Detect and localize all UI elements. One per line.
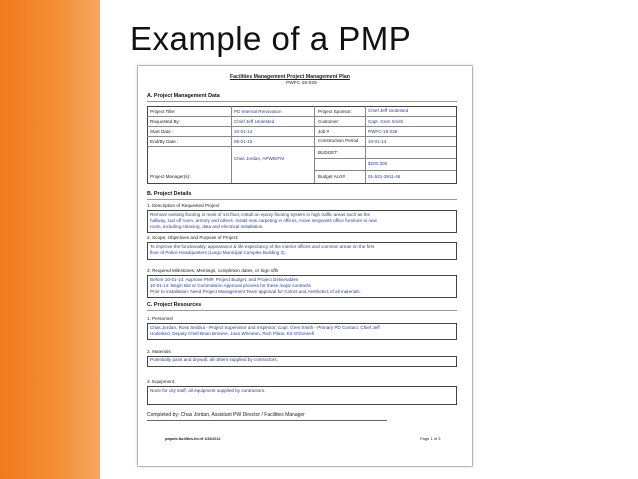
table-divider	[314, 106, 315, 183]
section-c-rule	[147, 310, 457, 311]
project-manager-value: Chas Jordan, APWD/FM	[234, 156, 285, 161]
budget-label: BUDGET:	[318, 150, 338, 155]
signature-line	[147, 420, 387, 421]
c1-line: Chas Jordan, Ross Seabut - Project Supervisor and Inspector, Capt. Gres Smith - Primary PD Contact, Chief Jeff	[150, 325, 380, 330]
c3-line: None for city staff, all equipment supplied by contractors.	[150, 388, 266, 393]
section-c-heading: C. Project Resources	[147, 302, 202, 308]
b1-line: room, including cleaning, data and electrical installation.	[150, 224, 264, 229]
construction-label: Construction Period	[318, 138, 359, 143]
budget-acct-label: Budget Acct#	[318, 174, 346, 179]
requested-by-value: Chief Jeff Undested	[234, 119, 275, 124]
start-date-value: 10-01-14	[234, 129, 253, 134]
table-divider	[365, 106, 366, 183]
section-b-rule	[147, 199, 457, 200]
table-row-line	[314, 158, 456, 159]
table-row-line	[147, 126, 456, 127]
project-data-table	[147, 106, 457, 184]
table-row-line	[147, 116, 456, 117]
end-date-value: 06-01-15	[234, 139, 253, 144]
customer-label: Customer:	[318, 119, 340, 124]
b3-line: Before 10-01-14: Approve PMP, Project Budget, and Project Deliverables	[150, 277, 299, 282]
table-row-line	[314, 170, 456, 171]
construction-value: 10-01-14	[368, 139, 387, 144]
b1-heading: 1. Description of Requested Project	[147, 203, 220, 208]
section-a-heading: A. Project Management Data	[147, 93, 220, 99]
project-title-label: Project Title:	[150, 109, 176, 114]
b1-line: Remove existing flooring in most of 1st floor, install an epoxy flooring system in high traffic areas such as the	[150, 212, 371, 217]
b1-line: hallway, sud off room, armory and others. Install new carpeting in offices, move sergeants office furniture to new	[150, 218, 377, 223]
end-date-label: End/By Date :	[150, 139, 179, 144]
b3-line: Prior to installation: Need Project Management Team approval for Colors and Aesthetics of all materials.	[150, 289, 361, 294]
c1-heading: 1. Personnel	[147, 316, 173, 321]
customer-value: Capt. Gres Smith	[368, 119, 404, 124]
table-row-line	[147, 146, 456, 147]
pmp-document-image	[138, 66, 472, 466]
project-manager-label: Project Manager(s):	[150, 174, 191, 179]
start-date-label: Start Date :	[150, 129, 174, 134]
slide-title: Example of a PMP	[130, 20, 412, 57]
footer-filename: pwpmk-facilities-fm.rtf 1/26/2013	[165, 437, 221, 441]
project-title-value: PD Internal Renovation	[234, 109, 282, 114]
footer-page: Page 1 of 3	[420, 436, 441, 441]
c3-heading: 3. Equipment	[147, 379, 175, 384]
section-b-heading: B. Project Details	[147, 191, 192, 197]
c1-line: Undested, Deputy Chief Brian Browne, Joan Wheaton, Rich Pilato, Ed O'Donnell	[150, 331, 314, 336]
budget-value: $200,000	[368, 161, 388, 166]
b3-heading: 3. Required Milestones, Meetings, completion dates, or Sign offs	[147, 268, 279, 273]
b2-line: floor of Police Headquarters (Largo Municipal Complex Building 2).	[150, 250, 286, 255]
doc-number: PWFC-15-029	[286, 81, 317, 86]
b3-line: 10-01-14: Begin Bid or Commission Approval process for these major contracts	[150, 283, 311, 288]
orange-accent-bar	[0, 0, 100, 479]
job-label: Job #	[318, 129, 330, 134]
job-value: PWFC-15-029	[368, 129, 398, 134]
c2-heading: 2. Materials	[147, 349, 171, 354]
sponsor-label: Project Sponsor:	[318, 109, 352, 114]
c2-line: Potentially paint and drywall, all others supplied by contractors.	[150, 357, 278, 362]
pmp-document	[138, 66, 472, 466]
sponsor-value: Chief Jeff Undested	[368, 108, 409, 113]
table-divider	[231, 106, 232, 183]
completed-by: Completed by: Chas Jordan, Assistant PW Director / Facilities Manager	[147, 412, 305, 418]
table-row-line	[147, 136, 456, 137]
budget-acct-value: 01-521-3911-46	[368, 174, 401, 179]
b2-line: To improve the functionality, appearance & life expectancy of the interior offices and common areas on the first	[150, 244, 375, 249]
doc-title: Facilities Management Project Management Plan	[230, 74, 350, 80]
section-a-rule	[147, 101, 457, 102]
b2-heading: 2. Scope, Objectives and Purpose of Project:	[147, 235, 239, 240]
requested-by-label: Requested By:	[150, 119, 181, 124]
